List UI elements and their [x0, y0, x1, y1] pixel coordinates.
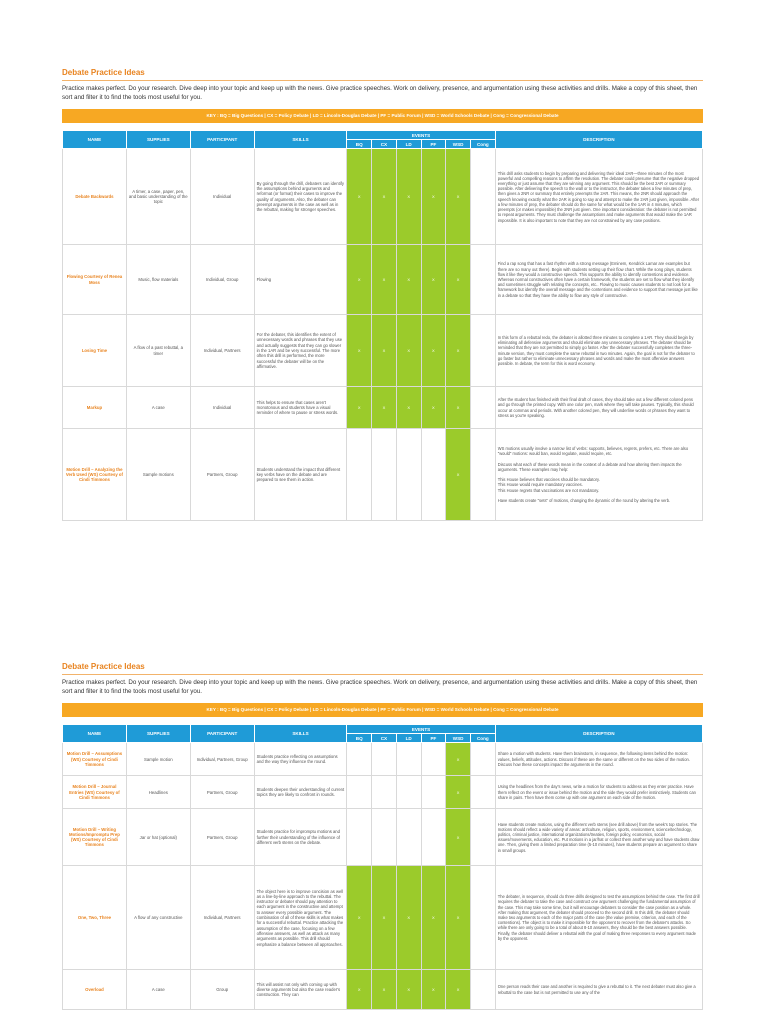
header-wsd: WSD: [446, 140, 471, 149]
header-supplies: SUPPLIES: [126, 725, 190, 743]
event-cell-pf: X: [421, 970, 446, 1010]
cell-description: This drill asks students to begin by preparing and delivering their ideal 2AR—three minutes of the most powerful and compelling reasons to affirm the resolution. The debater could presume that the negative dropped everything or just assume that they are winning any argument. This should be the best 2AR or summary possible. After delivering the speech to the wall or to the instructor, the debater takes a few minutes of prep, then gives a 2NR or summary that entirely preempts the 2AR. This means, the 2NR should approach the speech knowing exactly what the 2AR is going to say and attempt to make the 2AR just given, impossible. After a few minutes of prep, the debater should do the same for what would be the 1AR in 4 minutes, which preempts (or makes impossible) the 2NR just given. One important consideration: the debater is not permitted to repeat arguments. They must challenge the assumptions and make arguments that would make the 1AR impossible. It is also important to note that they are not constrained by any case positions.: [495, 149, 702, 245]
event-cell-wsd: X: [446, 429, 471, 521]
sheet-page-2: [62, 662, 703, 1010]
cell-description: In this form of a rebuttal redo, the debater is allotted three minutes to complete a 1AR. They should begin by eliminating all defensive arguments and should eliminate any unnecessary phrases. The debater should be reminded that they are not permitted to simply go faster. After the debater successfully completes the three-minute version, they must complete the same rebuttal in two minutes. Again, the goal is not for the debater to go faster but rather to eliminate unnecessary phrases and words and make the most offensive answers possible. In debate, the term for this is word economy.: [495, 315, 702, 387]
cell-name: Motion Drill – Writing Motions/Impromptu Prep (WS) Courtesy of Cindi Timmons: [63, 809, 127, 866]
cell-supplies: A case: [126, 970, 190, 1010]
cell-participant: Group: [190, 970, 254, 1010]
table-row: [63, 387, 703, 429]
event-cell-cx: [372, 743, 397, 776]
header-name: NAME: [63, 725, 127, 743]
key-banner: KEY : BQ = Big Questions | CX = Policy Debate | LD = Lincoln-Douglas Debate | PF = Public Forum | WSD = World Schools Debate | Cong = Congressional Debate: [62, 703, 703, 717]
event-cell-bq: X: [347, 149, 372, 245]
header-events: EVENTS: [347, 131, 495, 140]
header-name: NAME: [63, 131, 127, 149]
header-bq: BQ: [347, 140, 372, 149]
cell-skills: The object here is to improve concision as well as a line-by-line approach to the rebuttal. The instructor or debater should pay attention to each argument in the constructive and attempt to answer every possible argument. The combination of all of these skills is what makes for a successful rebuttal. Practice attacking the assumption of the case, focusing on a few offensive answers, as well as attack as many arguments as possible. This drill should emphasize a balance between all approaches.: [254, 866, 347, 970]
event-cell-ld: X: [396, 315, 421, 387]
event-cell-wsd: X: [446, 245, 471, 315]
event-cell-pf: X: [421, 387, 446, 429]
event-cell-wsd: X: [446, 387, 471, 429]
table-row: [63, 743, 703, 776]
header-cong: Cong: [470, 734, 495, 743]
table-row: [63, 245, 703, 315]
cell-participant: Partners, Group: [190, 809, 254, 866]
event-cell-wsd: X: [446, 776, 471, 809]
header-bq: BQ: [347, 734, 372, 743]
cell-description: Have students create motions, using the different verb stems (see drill above) from the week's top stories. The motions should reflect a wide variety of areas: art/culture, religion, sports, environment, science/technology, politics, criminal justice, international organizations/treaties, foreign policy, economics, social issues/movements, education, etc. Put motions in a jar/hat or collect them another way and have students draw one. Then, giving them a limited preparation time (5-10 minutes), have students prepare an argument to share in small groups.: [495, 809, 702, 866]
cell-supplies: A timer, a case, paper, pen, and basic understanding of the topic: [126, 149, 190, 245]
event-cell-cong: [470, 809, 495, 866]
event-cell-bq: X: [347, 245, 372, 315]
cell-name: Overload: [63, 970, 127, 1010]
event-cell-cx: [372, 429, 397, 521]
table-row: [63, 315, 703, 387]
table-row: [63, 809, 703, 866]
header-pf: PF: [421, 734, 446, 743]
cell-name: Motion Drill – Assumptions (WS) Courtesy of Cindi Timmons: [63, 743, 127, 776]
event-cell-bq: [347, 809, 372, 866]
cell-participant: Individual: [190, 387, 254, 429]
cell-supplies: A flow of a past rebuttal, a timer: [126, 315, 190, 387]
table-row: [63, 866, 703, 970]
event-cell-bq: X: [347, 387, 372, 429]
event-cell-cx: X: [372, 315, 397, 387]
cell-skills: Students understand the impact that different key verbs have on the debate and are prepared to see them in action.: [254, 429, 347, 521]
event-cell-cx: X: [372, 245, 397, 315]
cell-supplies: A case: [126, 387, 190, 429]
cell-name: Debate Backwards: [63, 149, 127, 245]
event-cell-wsd: X: [446, 743, 471, 776]
event-cell-pf: [421, 743, 446, 776]
cell-name: Motion Drill – Analyzing the Verb Used (WS) Courtesy of Cindi Timmons: [63, 429, 127, 521]
header-participant: PARTICIPANT: [190, 131, 254, 149]
event-cell-cx: X: [372, 149, 397, 245]
cell-supplies: Music, flow materials: [126, 245, 190, 315]
event-cell-pf: [421, 776, 446, 809]
event-cell-cx: X: [372, 866, 397, 970]
event-cell-wsd: X: [446, 809, 471, 866]
event-cell-ld: X: [396, 387, 421, 429]
cell-participant: Individual: [190, 149, 254, 245]
header-skills: SKILLS: [254, 131, 347, 149]
event-cell-bq: [347, 776, 372, 809]
event-cell-cx: [372, 776, 397, 809]
event-cell-bq: [347, 429, 372, 521]
header-skills: SKILLS: [254, 725, 347, 743]
header-cong: Cong: [470, 140, 495, 149]
cell-skills: Flowing: [254, 245, 347, 315]
cell-supplies: Sample motion: [126, 743, 190, 776]
event-cell-wsd: X: [446, 315, 471, 387]
event-cell-cong: [470, 245, 495, 315]
header-cx: CX: [372, 734, 397, 743]
event-cell-cong: [470, 866, 495, 970]
sheet-intro: Practice makes perfect. Do your research. Dive deep into your topic and keep up with the news. Give practice speeches. Work on delivery, presence, and argumentation using these activities and drills. Make a copy of this sheet, then sort and filter it to find the tools most useful for you.: [62, 679, 698, 695]
event-cell-cx: [372, 809, 397, 866]
event-cell-cong: [470, 970, 495, 1010]
event-cell-cx: X: [372, 970, 397, 1010]
header-wsd: WSD: [446, 734, 471, 743]
cell-name: Flowing Courtesy of Renea Moss: [63, 245, 127, 315]
event-cell-pf: [421, 809, 446, 866]
header-ld: LD: [396, 734, 421, 743]
cell-description: The debater, in sequence, should do three drills designed to test the assumptions behind the case. The first drill requires the debater to take the case and construct one argument challenging the fundamental assumption of the case. This may take some time, but it will encourage debaters to consider the case position as a whole. After making that argument, the debater should proceed to the second drill. In this drill, the debater should make two arguments to each of the major parts of the case (the value premise, criterion, and each of the contentions). The object is to make it impossible for the opponent to recover from the debater's attacks. So while there are only going to be a total of about 8-10 answers, they should be the best answers possible. Finally, the debater should deliver a rebuttal with the goal of making three responses to every argument made by the opponent.: [495, 866, 702, 970]
event-cell-ld: X: [396, 149, 421, 245]
cell-skills: Students practice reflecting on assumptions and the way they influence the round.: [254, 743, 347, 776]
event-cell-cong: [470, 149, 495, 245]
event-cell-cong: [470, 429, 495, 521]
event-cell-pf: X: [421, 866, 446, 970]
cell-skills: This will assist not only with coming up with diverse arguments but also the case reader's construction. They can: [254, 970, 347, 1010]
cell-participant: Partners, Group: [190, 776, 254, 809]
event-cell-cx: X: [372, 387, 397, 429]
event-cell-wsd: X: [446, 970, 471, 1010]
cell-supplies: Jar or hat (optional): [126, 809, 190, 866]
cell-participant: Individual, Partners, Group: [190, 743, 254, 776]
event-cell-ld: [396, 743, 421, 776]
header-cx: CX: [372, 140, 397, 149]
header-description: DESCRIPTION: [495, 725, 702, 743]
cell-name: Losing Time: [63, 315, 127, 387]
event-cell-ld: [396, 429, 421, 521]
cell-participant: Individual, Partners: [190, 866, 254, 970]
event-cell-wsd: X: [446, 866, 471, 970]
event-cell-pf: X: [421, 245, 446, 315]
cell-description: Find a rap song that has a fast rhythm with a strong message (Eminem, Kendrick Lamar are examples but there are so many out there). Begin with students setting up their flow chart. While the song plays, students flow it like they would a constructive speech. This supports the ability to identify contentions and evidence. Whereas normal constructives often have a certain framework, the students are set to flow what they identify and sometimes struggle with relating the concepts, etc.. Flowing to music causes students to not look for a framework but identify the overall message and the contentions and evidence to support that message just like in a debate so that they have the ability to flow any style of constructive.: [495, 245, 702, 315]
sheet-title: Debate Practice Ideas: [62, 68, 145, 77]
sheet-title: Debate Practice Ideas: [62, 662, 145, 671]
header-events: EVENTS: [347, 725, 495, 734]
event-cell-ld: X: [396, 866, 421, 970]
cell-name: Markup: [63, 387, 127, 429]
event-cell-pf: X: [421, 149, 446, 245]
sheet-intro: Practice makes perfect. Do your research. Dive deep into your topic and keep up with the news. Give practice speeches. Work on delivery, presence, and argumentation using these activities and drills. Make a copy of this sheet, then sort and filter it to find the tools most useful for you.: [62, 85, 698, 101]
header-pf: PF: [421, 140, 446, 149]
cell-skills: This helps to ensure that cases aren't monotonous and students have a visual reminder of where to pause or stress words.: [254, 387, 347, 429]
cell-description: Share a motion with students. Have them brainstorm, in sequence, the following items behind the motion: values, beliefs, attitudes, actions. Discuss if these are the same or different on the two sides of the motion. Discuss how these concepts impact the arguments in the round.: [495, 743, 702, 776]
event-cell-bq: [347, 743, 372, 776]
table-row: [63, 970, 703, 1010]
table-row: [63, 429, 703, 521]
cell-participant: Individual, Partners: [190, 315, 254, 387]
event-cell-bq: X: [347, 866, 372, 970]
event-cell-bq: X: [347, 970, 372, 1010]
cell-skills: By going through the drill, debaters can identify the assumptions behind arguments and reformat (or format) their cases to improve the quality of arguments. Also, the debater can preempt arguments in the case as well as in the rebuttal, making for stronger speeches.: [254, 149, 347, 245]
header-supplies: SUPPLIES: [126, 131, 190, 149]
cell-description: After the student has finished with their final draft of cases, they should take out a few different colored pens and go through the printed copy. With one color pen, mark where they will take pauses. Typically, this should occur at commas and periods. With another colored pen, they will underline words or phrases they want to stress as you're speaking.: [495, 387, 702, 429]
header-participant: PARTICIPANT: [190, 725, 254, 743]
event-cell-cong: [470, 743, 495, 776]
cell-description: WS motions usually involve a narrow list of verbs: supports, believes, regrets, prefers, etc. There are also "would" motions: would ban, would regulate, would require, etc. Discuss what each of these words mean in the context of a debate and how altering them impacts the arguments. These examples may help: This House believes that vaccines should be mandatory. This House would require mandatory vaccines. This House regrets that vaccinations are not mandatory. Have students create "sets" of motions, changing the dynamic of the round by altering the verb.: [495, 429, 702, 521]
cell-description: One person reads their case and another is required to give a rebuttal to it. The next debater must also give a rebuttal to the case but is not permitted to use any of the: [495, 970, 702, 1010]
practice-table: [62, 130, 703, 521]
sheet-page-1: [62, 68, 703, 521]
event-cell-bq: X: [347, 315, 372, 387]
event-cell-ld: X: [396, 970, 421, 1010]
title-rule: [62, 80, 703, 81]
header-description: DESCRIPTION: [495, 131, 702, 149]
event-cell-ld: X: [396, 245, 421, 315]
event-cell-ld: [396, 809, 421, 866]
table-row: [63, 149, 703, 245]
cell-skills: For the debater, this identifies the extent of unnecessary words and phrases that they use and actually suggests that they can go slower in the 1AR and be very successful. The more often this drill is performed, the more successful the debater will be on the affirmative.: [254, 315, 347, 387]
event-cell-pf: X: [421, 315, 446, 387]
event-cell-cong: [470, 315, 495, 387]
cell-participant: Partners, Group: [190, 429, 254, 521]
event-cell-wsd: X: [446, 149, 471, 245]
cell-name: One, Two, Three: [63, 866, 127, 970]
title-rule: [62, 674, 703, 675]
cell-skills: Students deepen their understanding of current topics they are likely to confront in rounds.: [254, 776, 347, 809]
cell-participant: Individual, Group: [190, 245, 254, 315]
event-cell-ld: [396, 776, 421, 809]
cell-name: Motion Drill – Journal Entries (WS) Courtesy of Cindi Timmons: [63, 776, 127, 809]
cell-supplies: Headlines: [126, 776, 190, 809]
event-cell-pf: [421, 429, 446, 521]
cell-skills: Students practice for impromptu motions and further their understanding of the influence of different verb stems on the debate.: [254, 809, 347, 866]
cell-description: Using the headlines from the day's news, write a motion for students to address as they enter practice. Have them reflect on the event or issue behind the motion and the side they would prefer instinctively. Students can share in pairs. Then have them come up with one argument on each side of the motion.: [495, 776, 702, 809]
event-cell-cong: [470, 776, 495, 809]
key-banner: KEY : BQ = Big Questions | CX = Policy Debate | LD = Lincoln-Douglas Debate | PF = Public Forum | WSD = World Schools Debate | Cong = Congressional Debate: [62, 109, 703, 123]
header-ld: LD: [396, 140, 421, 149]
event-cell-cong: [470, 387, 495, 429]
cell-supplies: A flow of any constructive: [126, 866, 190, 970]
cell-supplies: Sample motions: [126, 429, 190, 521]
practice-table: [62, 724, 703, 1010]
table-row: [63, 776, 703, 809]
